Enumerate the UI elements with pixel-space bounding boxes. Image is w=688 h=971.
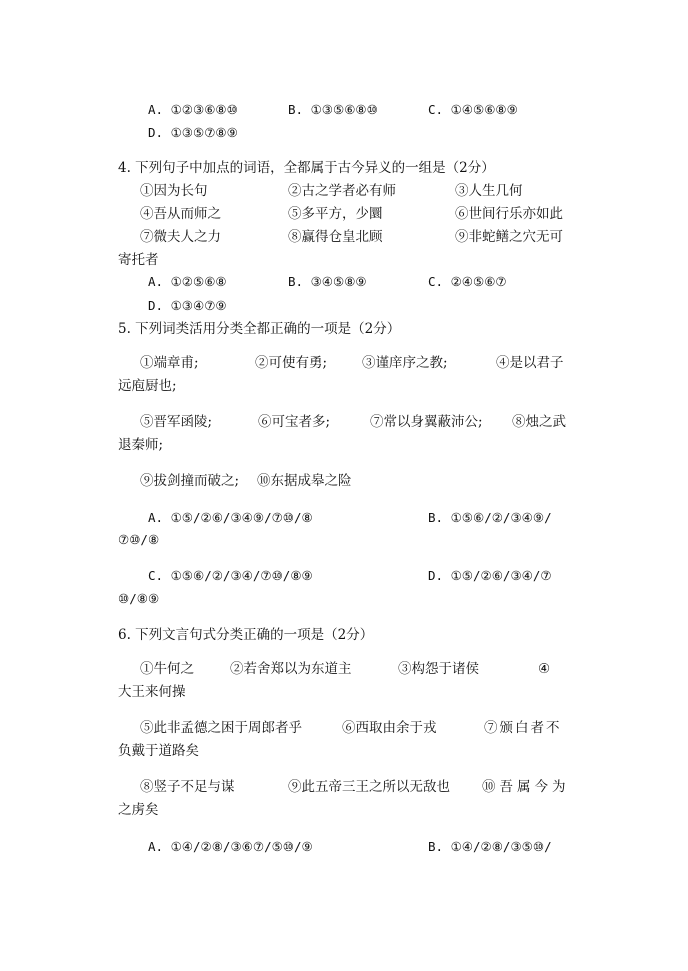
q6-item: ⑧竖子不足与谋 xyxy=(140,779,235,795)
q4-stem: 4. 下列句子中加点的词语，全都属于古今异义的一组是（2分） xyxy=(118,160,495,176)
q4-item: ②古之学者必有师 xyxy=(288,183,396,199)
q5-item: ⑨拔剑撞而破之; xyxy=(140,473,240,489)
q6-item: ⑩吾属今为 xyxy=(482,779,570,795)
q6-item-continuation: 之虏矣 xyxy=(118,802,159,818)
q5-item: ⑥可宝者多; xyxy=(258,414,331,430)
q4-item-continuation: 寄托者 xyxy=(118,252,159,268)
q6-item-continuation: 大王来何操 xyxy=(118,684,186,700)
q4-option-c: C. ②④⑤⑥⑦ xyxy=(428,274,507,289)
q5-item-continuation: 远庖厨也; xyxy=(118,378,177,394)
q6-item: ①牛何之 xyxy=(140,661,194,677)
q3-option-b: B. ①③⑤⑥⑧⑩ xyxy=(288,102,378,117)
q6-item: ⑦颁白者不 xyxy=(484,720,562,736)
q5-item: ④是以君子 xyxy=(496,355,564,371)
q5-item: ⑤晋军函陵; xyxy=(140,414,213,430)
q4-item: ⑧赢得仓皇北顾 xyxy=(288,229,383,245)
q4-item: ③人生几何 xyxy=(455,183,523,199)
q4-item: ⑦微夫人之力 xyxy=(140,229,221,245)
q6-item: ⑤此非孟德之困于周郎者乎 xyxy=(140,720,302,736)
q6-item: ④ xyxy=(538,661,551,677)
q5-option-d: D. ①⑤/②⑥/③④/⑦ xyxy=(428,568,552,583)
q6-option-b: B. ①④/②⑧/③⑤⑩/ xyxy=(428,839,552,854)
q4-option-a: A. ①②⑤⑥⑧ xyxy=(148,274,227,289)
q5-item: ③谨庠序之教; xyxy=(362,355,448,371)
q4-item: ⑤多平方，少圜 xyxy=(288,206,383,222)
q5-option-d-continuation: ⑩/⑧⑨ xyxy=(118,591,160,606)
q6-item: ②若舍郑以为东道主 xyxy=(230,661,352,677)
q6-stem: 6. 下列文言句式分类正确的一项是（2分） xyxy=(118,627,374,643)
q5-option-b: B. ①⑤⑥/②/③④⑨/ xyxy=(428,510,552,525)
q5-item-continuation: 退秦师; xyxy=(118,437,164,453)
q6-item: ③构怨于诸侯 xyxy=(398,661,479,677)
q5-option-c: C. ①⑤⑥/②/③④/⑦⑩/⑧⑨ xyxy=(148,568,313,583)
q4-item: ⑨非蛇鳝之穴无可 xyxy=(455,229,563,245)
q3-option-d: D. ①③⑤⑦⑧⑨ xyxy=(148,125,238,140)
q4-item: ④吾从而师之 xyxy=(140,206,221,222)
q4-option-b: B. ③④⑤⑧⑨ xyxy=(288,274,367,289)
q4-item: ⑥世间行乐亦如此 xyxy=(455,206,563,222)
q6-item: ⑥西取由余于戎 xyxy=(342,720,437,736)
q3-option-c: C. ①④⑤⑥⑧⑨ xyxy=(428,102,518,117)
q5-item: ⑦常以身翼蔽沛公; xyxy=(370,414,483,430)
q4-option-d: D. ①③④⑦⑨ xyxy=(148,298,227,313)
q6-option-a: A. ①④/②⑧/③⑥⑦/⑤⑩/⑨ xyxy=(148,839,313,854)
q5-option-a: A. ①⑤/②⑥/③④⑨/⑦⑩/⑧ xyxy=(148,510,313,525)
q6-item-continuation: 负戴于道路矣 xyxy=(118,743,199,759)
q5-item: ②可使有勇; xyxy=(255,355,328,371)
q5-stem: 5. 下列词类活用分类全都正确的一项是（2分） xyxy=(118,321,401,337)
q6-item: ⑨此五帝三王之所以无敌也 xyxy=(288,779,450,795)
q5-item: ⑧烛之武 xyxy=(512,414,566,430)
q4-item: ①因为长句 xyxy=(140,183,208,199)
q5-item: ①端章甫; xyxy=(140,355,199,371)
q5-item: ⑩东据成皋之险 xyxy=(257,473,352,489)
q5-option-b-continuation: ⑦⑩/⑧ xyxy=(118,532,160,547)
q3-option-a: A. ①②③⑥⑧⑩ xyxy=(148,102,238,117)
